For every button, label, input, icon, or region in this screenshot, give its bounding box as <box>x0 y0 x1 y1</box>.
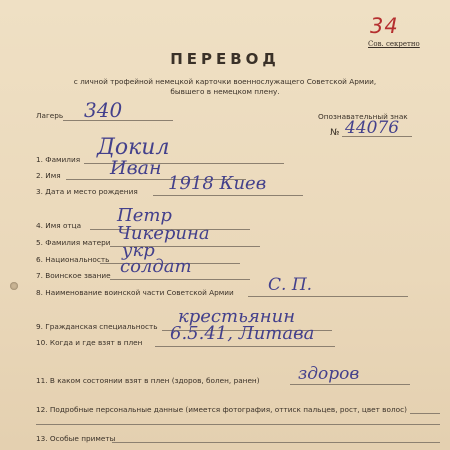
field-value-name: Иван <box>110 157 162 179</box>
field-label-nationality: 6. Национальность <box>36 255 110 264</box>
secret-mark: Сов. секретно <box>368 40 420 48</box>
tag-prefix: № <box>330 128 340 138</box>
field-label-surname: 1. Фамилия <box>36 155 81 164</box>
field-label-unit: 8. Наименование воинской части Советской Армии <box>36 288 234 297</box>
field-value-father: Петр <box>117 205 172 226</box>
field-value-rank: солдат <box>120 256 192 277</box>
subtitle-line-2: бывшего в немецком плену. <box>170 87 280 96</box>
field-label-father: 4. Имя отца <box>36 221 82 230</box>
field-label-features: 13. Особые приметы <box>36 434 116 443</box>
field-label-condition: 11. В каком состоянии взят в плен (здоров, болен, ранен) <box>36 376 260 385</box>
field-value-mother: Чикерина <box>117 223 210 244</box>
tag-value: 44076 <box>345 118 400 138</box>
field-value-surname: Докил <box>97 135 170 160</box>
tag-label: Опознавательный знак <box>318 112 408 121</box>
punch-hole <box>10 282 18 290</box>
page-number: 34 <box>370 14 399 38</box>
document-subtitle <box>0 77 450 97</box>
field-value-nationality: укр <box>122 240 155 261</box>
field-label-rank: 7. Воинское звание <box>36 271 111 280</box>
field-label-captured: 10. Когда и где взят в плен <box>36 338 143 347</box>
field-value-profession: крестьянин <box>178 306 296 327</box>
camp-label: Лагерь <box>36 111 64 120</box>
field-value-condition: здоров <box>298 364 360 384</box>
document-title: ПЕРЕВОД <box>170 50 280 68</box>
field-value-birth: 1918 Киев <box>168 173 267 194</box>
field-value-captured: 6.5.41, Литава <box>170 323 315 344</box>
field-value-unit: С. П. <box>268 275 313 295</box>
field-label-personal-data: 12. Подробные персональные данные (имеется фотография, оттиск пальцев, рост, цвет волос) <box>36 405 407 414</box>
subtitle-line-1: с личной трофейной немецкой карточки военнослужащего Советской Армии, <box>73 77 377 86</box>
field-label-birth: 3. Дата и место рождения <box>36 187 138 196</box>
field-label-name: 2. Имя <box>36 171 61 180</box>
field-label-mother: 5. Фамилия матери <box>36 238 111 247</box>
field-label-profession: 9. Гражданская специальность <box>36 322 158 331</box>
camp-value: 340 <box>84 98 123 122</box>
